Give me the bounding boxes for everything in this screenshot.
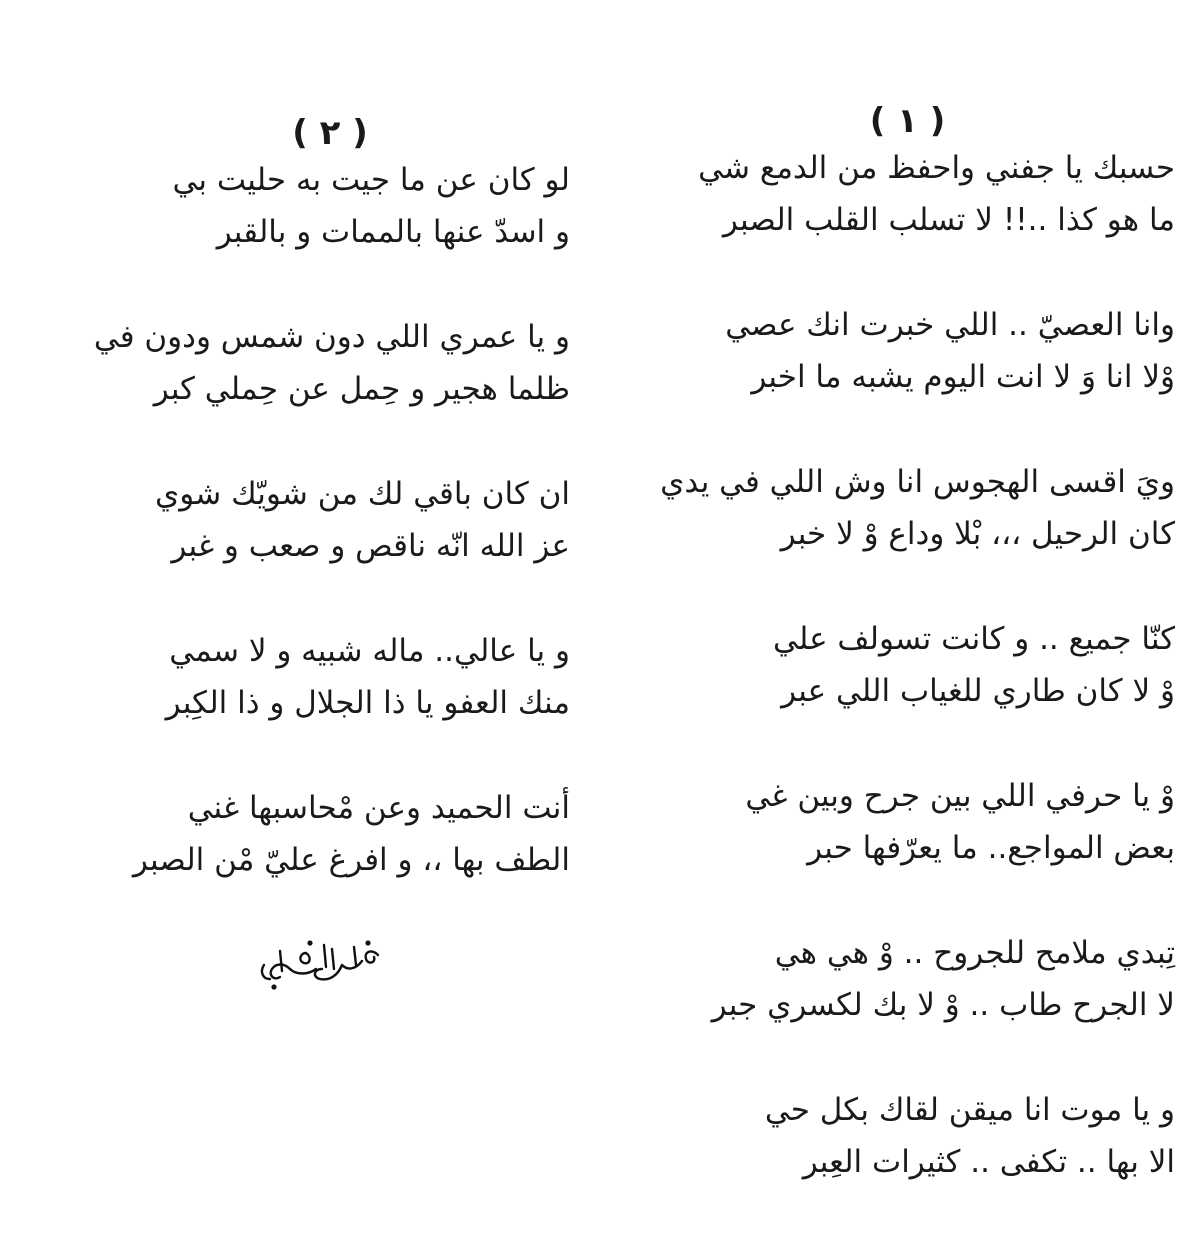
stanza <box>50 154 570 258</box>
verse-line: و اسدّ عنها بالممات و بالقبر <box>216 214 570 250</box>
verse-line: و يا عالي.. ماله شبيه و لا سمي <box>169 633 570 669</box>
verse-line: و يا موت انا ميقن لقاك بكل حي <box>764 1092 1175 1128</box>
verse-line: وانا العصيّ .. اللي خبرت انك عصي <box>725 307 1175 343</box>
stanza <box>600 1084 1175 1188</box>
verse-line: بعض المواجع.. ما يعرّفها حبر <box>807 830 1175 866</box>
poem-1-heading: ( ١ ) <box>869 101 946 141</box>
verse-line: لا الجرح طاب .. وْ لا بك لكسري جبر <box>711 987 1175 1023</box>
stanza <box>50 782 570 886</box>
verse-line: الا بها .. تكفى .. كثيرات العِبر <box>802 1144 1175 1180</box>
verse-line: كنّا جميع .. و كانت تسولف علي <box>772 621 1175 657</box>
stanza <box>600 613 1175 717</box>
verse-line: منك العفو يا ذا الجلال و ذا الكِبر <box>165 685 570 721</box>
verse-line: ويَ اقسى الهجوس انا وش اللي في يدي <box>660 464 1175 500</box>
verse-line: حسبك يا جفني واحفظ من الدمع شي <box>698 150 1175 186</box>
verse-line: أنت الحميد وعن مْحاسبها غني <box>187 790 570 826</box>
verse-line: ما هو كذا ..!! لا تسلب القلب الصبر <box>722 202 1175 238</box>
handwritten-signature <box>250 935 390 995</box>
verse-line: وْ يا حرفي اللي بين جرح وبين غي <box>745 778 1175 814</box>
stanza <box>50 625 570 729</box>
stanza <box>600 456 1175 560</box>
stanza <box>600 770 1175 874</box>
verse-line: عز الله انّه ناقص و صعب و غبر <box>171 528 570 564</box>
stanza <box>600 299 1175 403</box>
verse-line: لو كان عن ما جيت به حليت بي <box>172 162 570 198</box>
poem-2-column <box>50 112 570 939</box>
stanza <box>600 142 1175 246</box>
verse-line: ظلما هجير و حِمل عن حِملي كبر <box>153 371 570 407</box>
stanza <box>600 927 1175 1031</box>
verse-line: كان الرحيل ،،، بْلا وداع وْ لا خبر <box>780 516 1175 552</box>
verse-line: وْ لا كان طاري للغياب اللي عبر <box>781 673 1175 709</box>
verse-line: تِبدي ملامح للجروح .. وْ هي هي <box>774 935 1175 971</box>
poem-1-column <box>600 100 1175 1241</box>
verse-line: الطف بها ،، و افرغ عليّ مْن الصبر <box>132 842 570 878</box>
poem-2-heading: ( ٢ ) <box>292 113 368 153</box>
stanza <box>50 311 570 415</box>
verse-line: وْلا انا وَ لا انت اليوم يشبه ما اخبر <box>751 359 1175 395</box>
stanza <box>50 468 570 572</box>
verse-line: ان كان باقي لك من شويّك شوي <box>155 476 570 512</box>
verse-line: و يا عمري اللي دون شمس ودون في <box>93 319 570 355</box>
